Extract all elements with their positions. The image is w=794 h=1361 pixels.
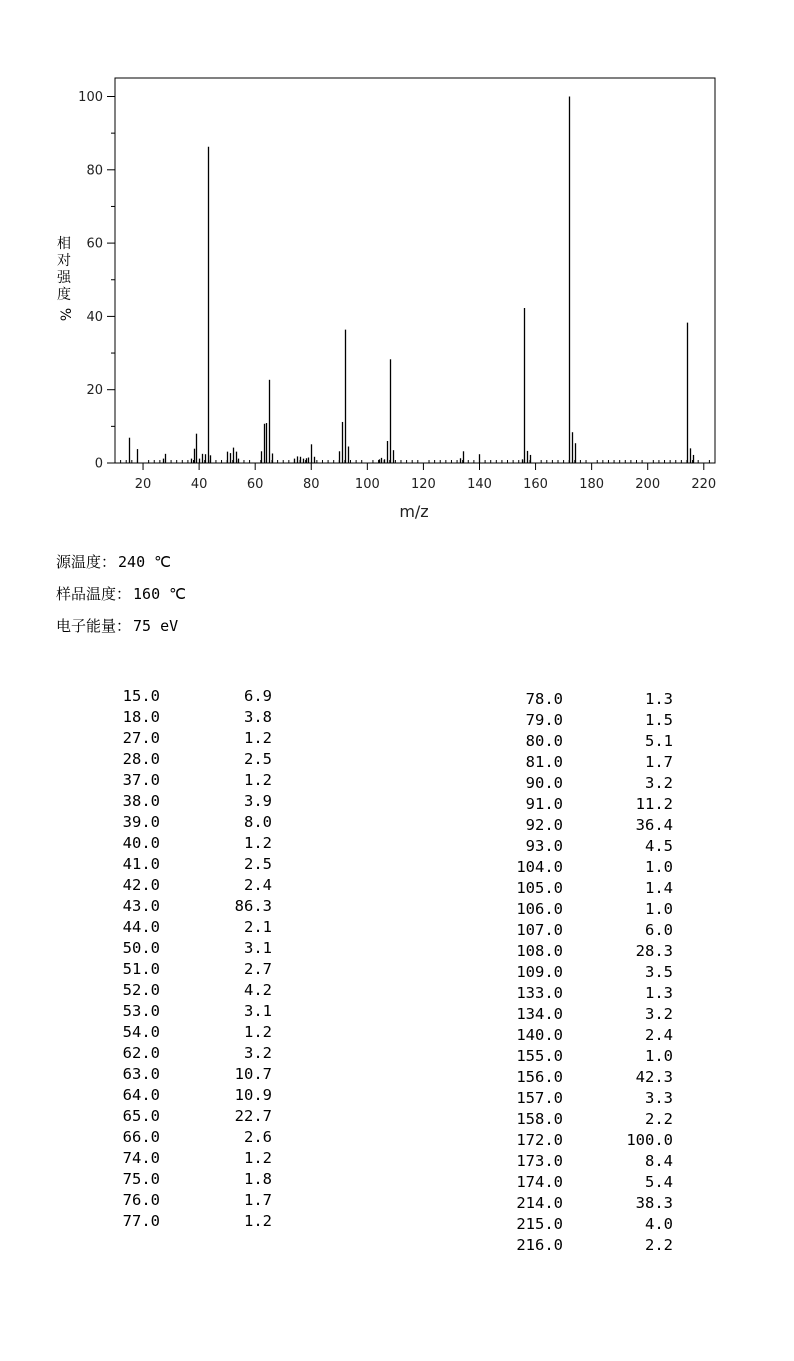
y-tick-label: 0 (94, 456, 103, 472)
peak-mz: 109.0 (516, 963, 563, 981)
peak-mz: 77.0 (122, 1212, 160, 1230)
peak-abundance: 1.3 (645, 984, 673, 1002)
peak-abundance: 2.7 (244, 960, 272, 978)
peak-abundance: 4.0 (645, 1215, 673, 1233)
peak-mz: 79.0 (525, 711, 563, 729)
peak-mz: 76.0 (122, 1191, 160, 1209)
x-tick-label: 60 (246, 477, 264, 492)
peak-row (100, 707, 280, 728)
peak-table-right (490, 689, 680, 1256)
x-tick-label: 120 (410, 477, 436, 492)
peak-mz: 15.0 (122, 687, 160, 705)
peak-abundance: 2.5 (244, 750, 272, 768)
peak-row (490, 983, 680, 1004)
peak-row (490, 731, 680, 752)
peak-abundance: 2.1 (244, 918, 272, 936)
peak-mz: 39.0 (122, 813, 160, 831)
peak-abundance: 1.2 (244, 729, 272, 747)
peak-abundance: 3.1 (244, 939, 272, 957)
peak-abundance: 86.3 (234, 897, 272, 915)
peak-mz: 173.0 (516, 1152, 563, 1170)
peak-mz: 74.0 (122, 1149, 160, 1167)
x-tick-label: 160 (523, 477, 548, 492)
y-axis-label-char: % (56, 307, 73, 322)
peak-abundance: 1.2 (244, 1023, 272, 1041)
peak-mz: 50.0 (122, 939, 160, 957)
peak-abundance: 2.5 (244, 855, 272, 873)
peak-abundance: 1.0 (645, 1047, 673, 1065)
peak-row (100, 686, 280, 707)
peak-row (490, 689, 680, 710)
condition-value: 240 ℃ (118, 553, 171, 571)
peak-mz: 43.0 (122, 897, 160, 915)
peak-row (490, 899, 680, 920)
peak-mz: 66.0 (122, 1128, 160, 1146)
peak-row (100, 1064, 280, 1085)
y-tick-label: 80 (86, 163, 103, 179)
peak-mz: 37.0 (122, 771, 160, 789)
peak-abundance: 1.7 (244, 1191, 272, 1209)
peak-row (100, 791, 280, 812)
peak-mz: 38.0 (122, 792, 160, 810)
peak-mz: 51.0 (122, 960, 160, 978)
peak-mz: 107.0 (516, 921, 563, 939)
peak-row (100, 1211, 280, 1232)
peak-row (100, 980, 280, 1001)
peak-row (490, 1067, 680, 1088)
peak-mz: 108.0 (516, 942, 563, 960)
peak-mz: 18.0 (122, 708, 160, 726)
peak-mz: 104.0 (516, 858, 563, 876)
peak-row (100, 896, 280, 917)
peak-abundance: 2.6 (244, 1128, 272, 1146)
peak-row (100, 728, 280, 749)
peak-row (490, 941, 680, 962)
condition-electron-energy (56, 615, 178, 636)
peak-abundance: 100.0 (626, 1131, 673, 1149)
peak-mz: 52.0 (122, 981, 160, 999)
peak-abundance: 1.0 (645, 900, 673, 918)
peak-row (100, 1127, 280, 1148)
peak-table-left (100, 686, 280, 1232)
peak-mz: 81.0 (525, 753, 563, 771)
peak-mz: 174.0 (516, 1173, 563, 1191)
peak-abundance: 4.5 (645, 837, 673, 855)
peak-row (490, 1193, 680, 1214)
peak-mz: 27.0 (122, 729, 160, 747)
peak-abundance: 1.0 (645, 858, 673, 876)
condition-value: 75 eV (133, 617, 179, 635)
peak-abundance: 3.2 (645, 1005, 673, 1023)
peak-abundance: 3.2 (244, 1044, 272, 1062)
x-tick-label: 20 (134, 477, 152, 492)
peak-abundance: 3.9 (244, 792, 272, 810)
peak-mz: 53.0 (122, 1002, 160, 1020)
peak-mz: 92.0 (525, 816, 563, 834)
peak-mz: 41.0 (122, 855, 160, 873)
peak-row (100, 770, 280, 791)
peak-row (490, 1172, 680, 1193)
peak-mz: 65.0 (122, 1107, 160, 1125)
peak-row (100, 959, 280, 980)
peak-row (100, 1085, 280, 1106)
peak-row (490, 1214, 680, 1235)
x-tick-label: 80 (302, 477, 320, 492)
peak-row (100, 854, 280, 875)
y-axis-label-char: 度 (57, 287, 71, 303)
peak-mz: 105.0 (516, 879, 563, 897)
peak-row (490, 1235, 680, 1256)
peak-row (490, 752, 680, 773)
peak-row (490, 1088, 680, 1109)
peak-mz: 157.0 (516, 1089, 563, 1107)
peak-row (490, 920, 680, 941)
peak-row (100, 1148, 280, 1169)
peak-row (490, 1130, 680, 1151)
peak-abundance: 1.3 (645, 690, 673, 708)
peak-row (100, 1190, 280, 1211)
condition-source-temperature (56, 551, 171, 572)
peak-row (490, 836, 680, 857)
peak-abundance: 1.2 (244, 1149, 272, 1167)
y-tick-label: 60 (86, 236, 103, 252)
peak-abundance: 5.4 (645, 1173, 673, 1191)
x-tick-label: 180 (579, 477, 605, 492)
peak-mz: 90.0 (525, 774, 563, 792)
condition-label: 源温度： (56, 553, 117, 571)
x-tick-label: 200 (635, 477, 661, 492)
peak-row (100, 1169, 280, 1190)
peak-mz: 158.0 (516, 1110, 563, 1128)
peak-mz: 80.0 (525, 732, 563, 750)
peak-abundance: 10.9 (234, 1086, 272, 1104)
y-axis-label (55, 236, 73, 323)
peak-row (100, 875, 280, 896)
peak-abundance: 28.3 (635, 942, 673, 960)
peak-row (490, 1151, 680, 1172)
y-axis (78, 90, 115, 472)
peak-abundance: 1.7 (645, 753, 673, 771)
peak-mz: 40.0 (122, 834, 160, 852)
peak-row (100, 833, 280, 854)
peak-row (100, 1106, 280, 1127)
peak-abundance: 4.2 (244, 981, 272, 999)
peak-abundance: 1.2 (244, 771, 272, 789)
peak-abundance: 1.5 (645, 711, 673, 729)
peak-row (490, 1046, 680, 1067)
peak-mz: 106.0 (516, 900, 563, 918)
peak-row (100, 812, 280, 833)
minor-ticks (111, 133, 715, 463)
peak-abundance: 2.2 (645, 1110, 673, 1128)
peak-row (490, 710, 680, 731)
x-tick-label: 140 (467, 477, 492, 492)
peak-mz: 134.0 (516, 1005, 563, 1023)
x-axis (135, 463, 716, 492)
peak-row (100, 1022, 280, 1043)
y-axis-label-char: 相 (57, 236, 71, 252)
peak-mz: 214.0 (516, 1194, 563, 1212)
peak-abundance: 3.1 (244, 1002, 272, 1020)
peak-mz: 44.0 (122, 918, 160, 936)
condition-value: 160 ℃ (133, 585, 186, 603)
peak-abundance: 10.7 (234, 1065, 272, 1083)
peak-abundance: 36.4 (635, 816, 673, 834)
peak-mz: 28.0 (122, 750, 160, 768)
peak-abundance: 2.4 (244, 876, 272, 894)
peak-mz: 155.0 (516, 1047, 563, 1065)
peak-row (490, 878, 680, 899)
peak-abundance: 1.2 (244, 1212, 272, 1230)
peak-row (490, 1025, 680, 1046)
peak-row (490, 1004, 680, 1025)
peak-abundance: 1.4 (645, 879, 673, 897)
y-axis-label-char: 强 (57, 270, 71, 286)
peak-abundance: 8.4 (645, 1152, 673, 1170)
peak-row (100, 749, 280, 770)
x-tick-label: 220 (691, 477, 717, 492)
peak-abundance: 38.3 (635, 1194, 673, 1212)
y-tick-label: 100 (78, 90, 103, 105)
peak-mz: 93.0 (525, 837, 563, 855)
y-tick-label: 20 (86, 383, 103, 399)
peak-abundance: 2.2 (645, 1236, 673, 1254)
peak-abundance: 1.8 (244, 1170, 272, 1188)
condition-sample-temperature (56, 583, 186, 604)
peak-mz: 63.0 (122, 1065, 160, 1083)
peak-mz: 42.0 (122, 876, 160, 894)
condition-label: 电子能量： (56, 617, 132, 635)
peak-abundance: 6.0 (645, 921, 673, 939)
peak-abundance: 22.7 (234, 1107, 272, 1125)
peak-row (490, 962, 680, 983)
peak-mz: 140.0 (516, 1026, 563, 1044)
peak-abundance: 8.0 (244, 813, 272, 831)
spectrum-peaks (130, 97, 694, 464)
peak-row (100, 1001, 280, 1022)
peak-row (100, 938, 280, 959)
peak-row (490, 1109, 680, 1130)
peak-abundance: 5.1 (645, 732, 673, 750)
peak-mz: 172.0 (516, 1131, 563, 1149)
peak-mz: 64.0 (122, 1086, 160, 1104)
peak-row (490, 815, 680, 836)
peak-mz: 91.0 (525, 795, 563, 813)
peak-abundance: 1.2 (244, 834, 272, 852)
peak-mz: 54.0 (122, 1023, 160, 1041)
plot-frame (115, 78, 715, 463)
peak-row (490, 773, 680, 794)
peak-abundance: 3.2 (645, 774, 673, 792)
x-tick-label: 40 (190, 477, 208, 492)
mass-spectrum-chart (0, 0, 794, 530)
peak-row (490, 857, 680, 878)
peak-mz: 75.0 (122, 1170, 160, 1188)
peak-abundance: 3.8 (244, 708, 272, 726)
peak-row (490, 794, 680, 815)
peak-mz: 156.0 (516, 1068, 563, 1086)
peak-abundance: 3.3 (645, 1089, 673, 1107)
peak-row (100, 1043, 280, 1064)
peak-mz: 216.0 (516, 1236, 563, 1254)
x-axis-label: m/z (399, 502, 429, 521)
peak-abundance: 2.4 (645, 1026, 673, 1044)
peak-row (100, 917, 280, 938)
y-tick-label: 40 (86, 309, 103, 325)
y-axis-label-char: 对 (57, 253, 71, 269)
peak-abundance: 3.5 (645, 963, 673, 981)
peak-mz: 62.0 (122, 1044, 160, 1062)
peak-abundance: 6.9 (244, 687, 272, 705)
peak-mz: 133.0 (516, 984, 563, 1002)
condition-label: 样品温度： (56, 585, 132, 603)
x-tick-label: 100 (354, 477, 380, 492)
peak-mz: 78.0 (525, 690, 563, 708)
peak-abundance: 42.3 (635, 1068, 673, 1086)
peak-abundance: 11.2 (635, 795, 673, 813)
peak-mz: 215.0 (516, 1215, 563, 1233)
